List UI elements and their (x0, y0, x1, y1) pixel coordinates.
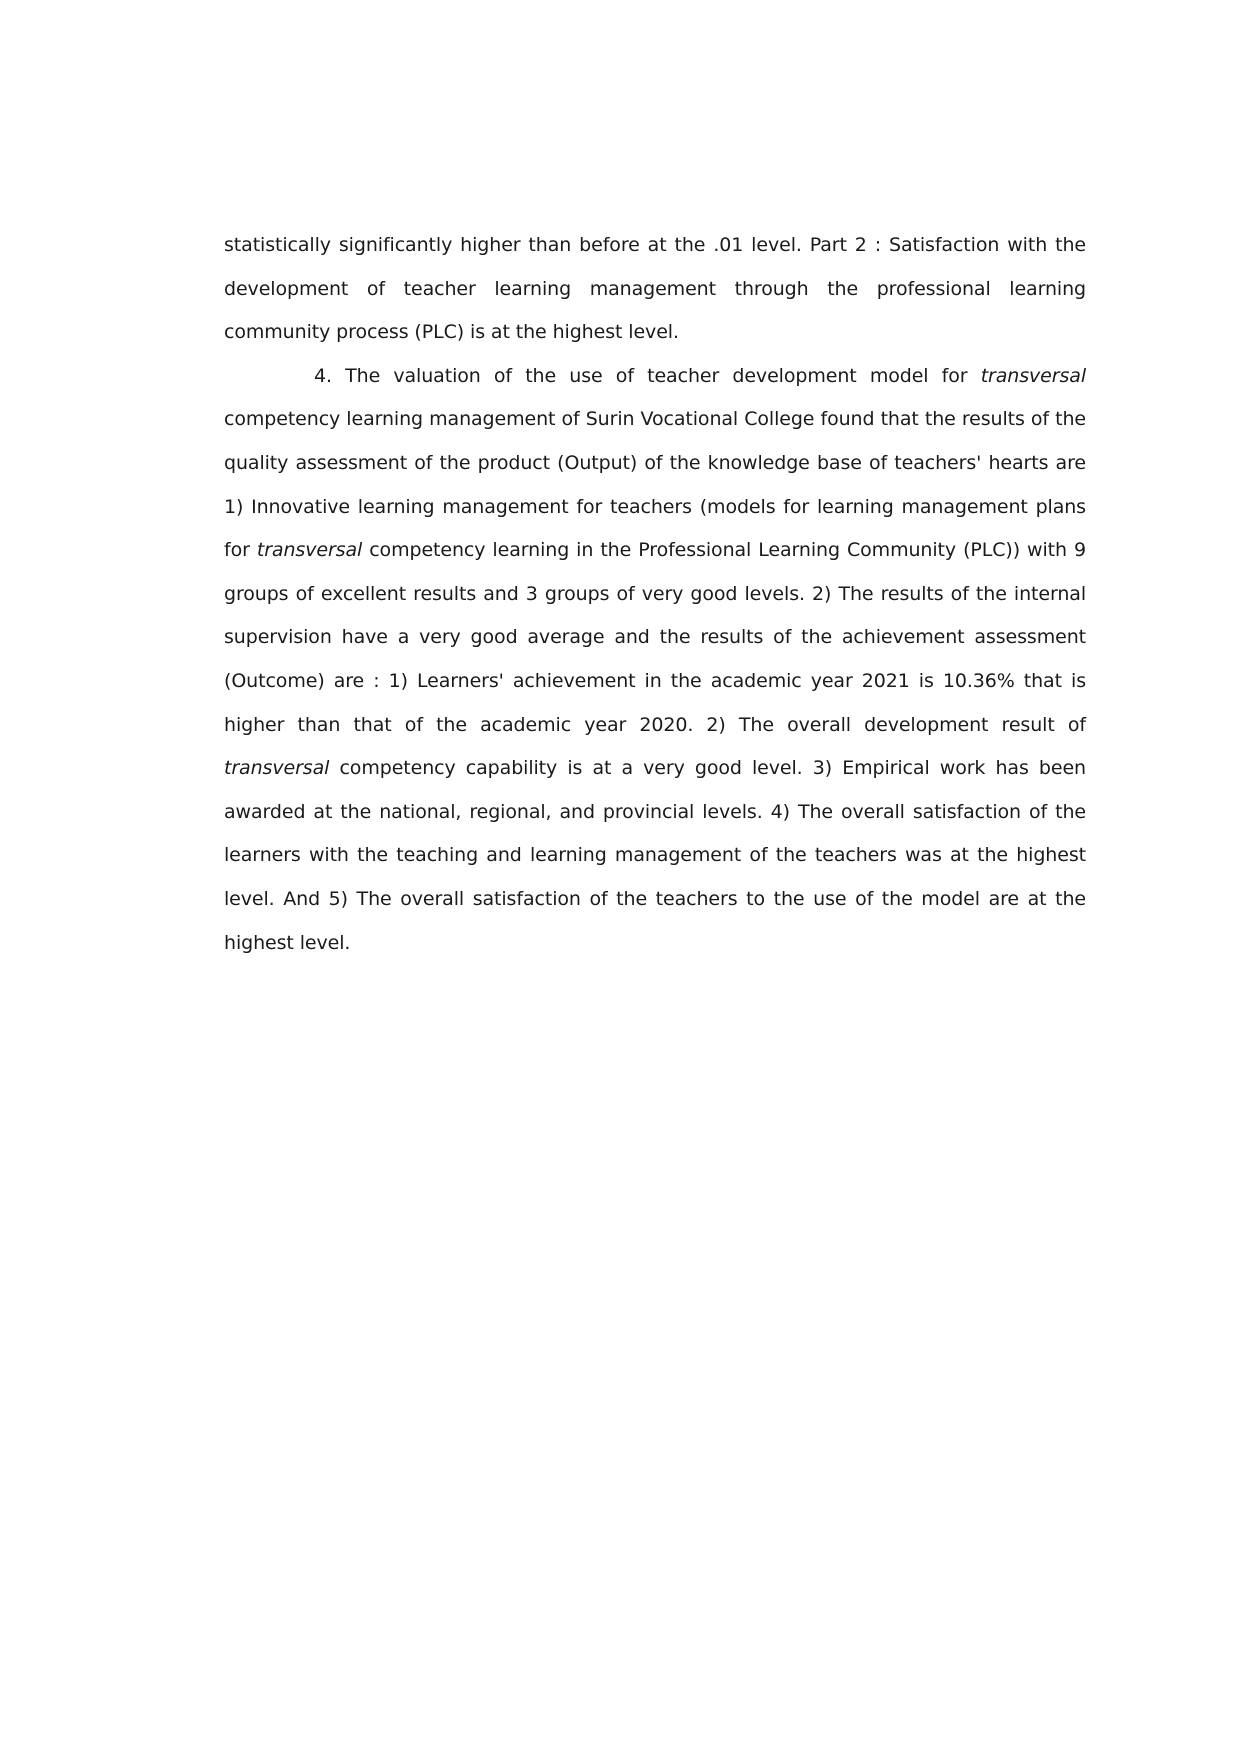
continuation-paragraph: statistically significantly higher than before at the .01 level. Part 2 : Satisfaction with the development of teacher learning management through the professional learning community process (PLC) is at the highest level. (224, 234, 1086, 344)
item-4-italic-term-1: transversal (980, 364, 1086, 387)
item-4-number: 4. (314, 364, 332, 387)
item-4-text-part-1: The valuation of the use of teacher development model for (331, 364, 981, 387)
item-4-text-part-4: competency capability is at a very good level. 3) Empirical work has been awarded at the national, regional, and provincial levels. 4) The overall satisfaction of the learners with the teaching and learning management of the teachers was at the highest level. And 5) The overall satisfaction of the teachers to the use of the model are at the highest level. (224, 757, 1086, 954)
body-text (224, 224, 1086, 965)
item-4-italic-term-3: transversal (224, 757, 330, 780)
item-4-paragraph (224, 355, 1086, 965)
item-4-italic-term-2: transversal (256, 539, 363, 562)
item-4-text-part-2: competency learning management of Surin Vocational College found that the results of the quality assessment of the product (Output) of the knowledge base of teachers' hearts are 1) Innovative learning management for teachers (models for learning management plans for (224, 408, 1086, 562)
item-4-text-part-3: competency learning in the Professional Learning Community (PLC)) with 9 groups of excellent results and 3 groups of very good levels. 2) The results of the internal supervision have a very good average and the results of the achievement assessment (Outcome) are : 1) Learners' achievement in the academic year 2021 is 10.36% that is higher than that of the academic year 2020. 2) The overall development result of (224, 539, 1086, 736)
